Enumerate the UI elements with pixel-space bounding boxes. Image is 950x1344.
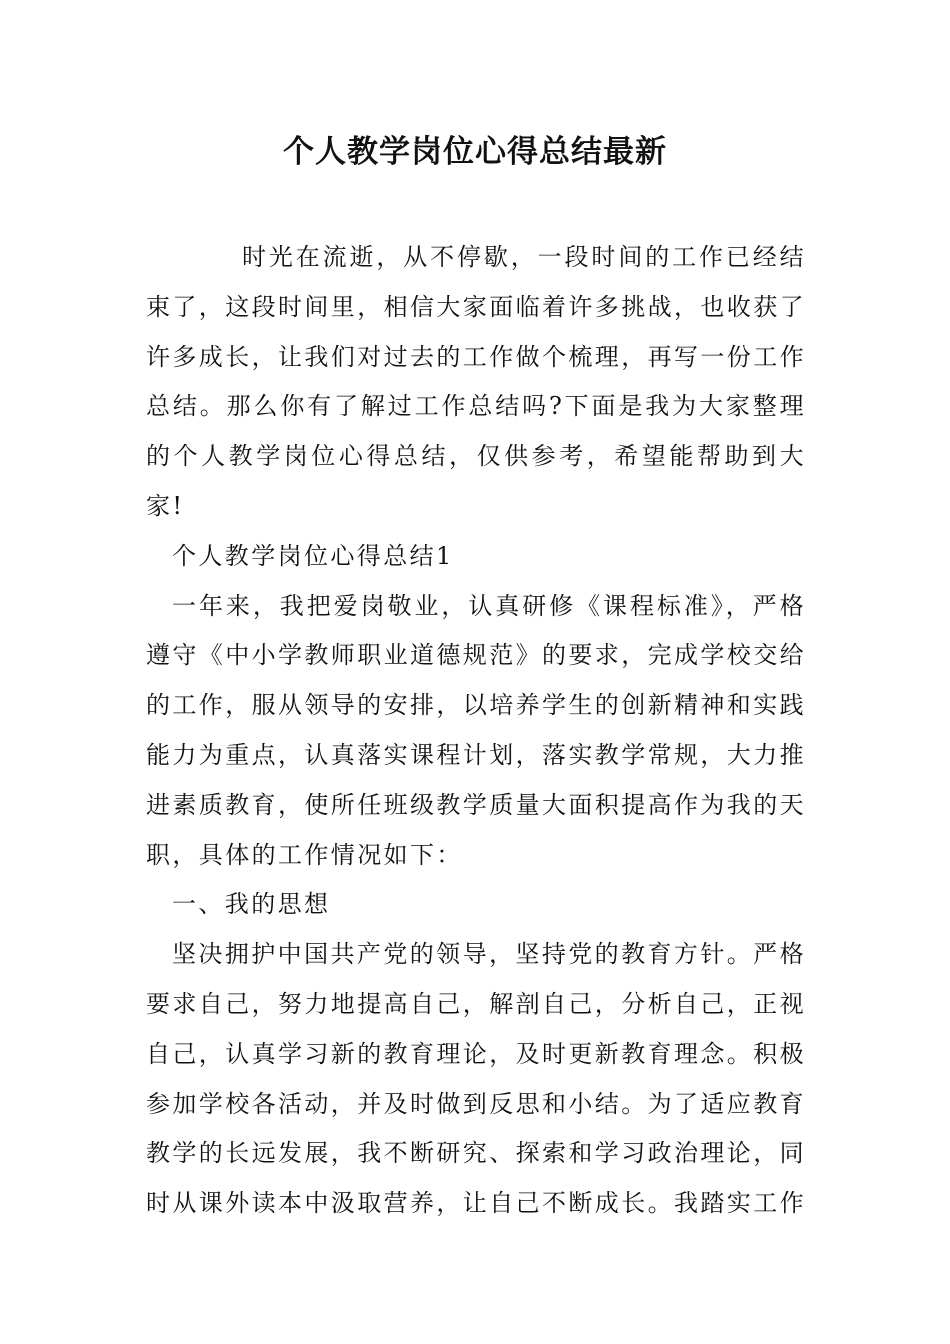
- document-body: [146, 233, 806, 1229]
- document-title: 个人教学岗位心得总结最新: [283, 134, 667, 170]
- body-paragraph: 一年来，我把爱岗敬业，认真研修《课程标准》，严格遵守《中小学教师职业道德规范》的要求，完成学校交给的工作，服从领导的安排，以培养学生的创新精神和实践能力为重点，认真落实课程计划，落实教学常规，大力推进素质教育，使所任班级教学质量大面积提高作为我的天职，具体的工作情况如下：: [146, 591, 806, 869]
- intro-paragraph: 时光在流逝，从不停歇，一段时间的工作已经结束了，这段时间里，相信大家面临着许多挑战，也收获了许多成长，让我们对过去的工作做个梳理，再写一份工作总结。那么你有了解过工作总结吗?下面是我为大家整理的个人教学岗位心得总结，仅供参考，希望能帮助到大家!: [146, 243, 806, 520]
- body-paragraph: 坚决拥护中国共产党的领导，坚持党的教育方针。严格要求自己，努力地提高自己，解剖自己，分析自己，正视自己，认真学习新的教育理论，及时更新教育理念。积极参加学校各活动，并及时做到反思和小结。为了适应教育教学的长远发展，我不断研究、探索和学习政治理论，同时从课外读本中汲取营养，让自己不断成长。我踏实工作: [146, 940, 806, 1218]
- section-heading-thoughts: 一、我的思想: [172, 890, 331, 919]
- section-heading-summary-1: 个人教学岗位心得总结1: [172, 541, 454, 570]
